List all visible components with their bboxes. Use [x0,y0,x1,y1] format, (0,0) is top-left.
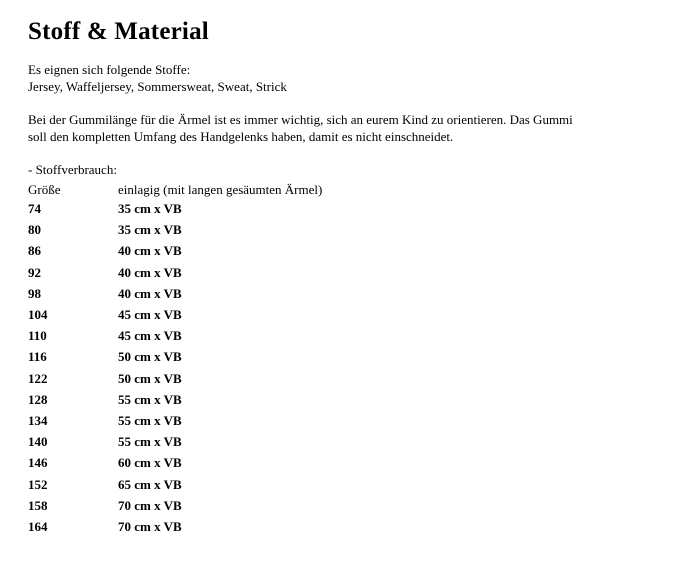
amount-cell: 40 cm x VB [118,264,182,280]
amount-cell: 50 cm x VB [118,370,182,386]
size-cell: 152 [28,476,48,492]
size-cell: 146 [28,455,48,471]
table-row [28,474,322,495]
size-cell: 134 [28,412,48,428]
elastic-note-line-1: Bei der Gummilänge für die Ärmel ist es immer wichtig, sich an eurem Kind zu orientieren. Das Gummi [28,112,573,127]
table-row [28,283,322,304]
table-row [28,495,322,516]
fabric-consumption-label: - Stoffverbrauch: [28,162,117,177]
table-row [28,199,322,220]
size-cell: 86 [28,243,41,259]
size-cell: 128 [28,391,48,407]
table-row [28,389,322,410]
amount-cell: 70 cm x VB [118,497,182,513]
header-size: Größe [28,181,61,197]
amount-cell: 40 cm x VB [118,243,182,259]
table-row [28,262,322,283]
amount-cell: 55 cm x VB [118,434,182,450]
table-row [28,347,322,368]
amount-cell: 55 cm x VB [118,391,182,407]
size-cell: 158 [28,497,48,513]
amount-cell: 60 cm x VB [118,455,182,471]
document-page [28,16,668,538]
fabrics-intro: Es eignen sich folgende Stoffe: [28,62,191,77]
table-body [28,199,322,538]
spacer [28,145,668,162]
fabrics-list: Jersey, Waffeljersey, Sommersweat, Sweat, Strick [28,78,287,94]
amount-cell: 40 cm x VB [118,285,182,301]
size-cell: 116 [28,349,47,365]
elastic-note-paragraph [28,112,668,145]
size-cell: 122 [28,370,48,386]
size-cell: 104 [28,307,48,323]
table-row [28,326,322,347]
size-cell: 92 [28,264,41,280]
table-row [28,453,322,474]
elastic-note-line-2: soll den kompletten Umfang des Handgelenks haben, damit es nicht einschneidet. [28,128,454,144]
spacer [28,95,668,112]
table-row [28,241,322,262]
size-cell: 74 [28,201,41,217]
table-row [28,220,322,241]
fabrics-paragraph [28,62,668,95]
amount-cell: 50 cm x VB [118,349,182,365]
fabric-consumption-table [28,181,322,538]
table-row [28,368,322,389]
table-row [28,304,322,325]
amount-cell: 35 cm x VB [118,222,182,238]
size-cell: 164 [28,518,48,534]
amount-cell: 45 cm x VB [118,307,182,323]
size-cell: 80 [28,222,41,238]
amount-cell: 45 cm x VB [118,328,182,344]
size-cell: 110 [28,328,47,344]
table-row [28,432,322,453]
amount-cell: 70 cm x VB [118,518,182,534]
page-title: Stoff & Material [28,18,209,45]
amount-cell: 35 cm x VB [118,201,182,217]
header-amount: einlagig (mit langen gesäumten Ärmel) [118,181,323,197]
amount-cell: 55 cm x VB [118,412,182,428]
size-cell: 140 [28,434,48,450]
table-header-row [28,181,322,199]
table-row [28,516,322,537]
table-row [28,410,322,431]
size-cell: 98 [28,285,41,301]
amount-cell: 65 cm x VB [118,476,182,492]
